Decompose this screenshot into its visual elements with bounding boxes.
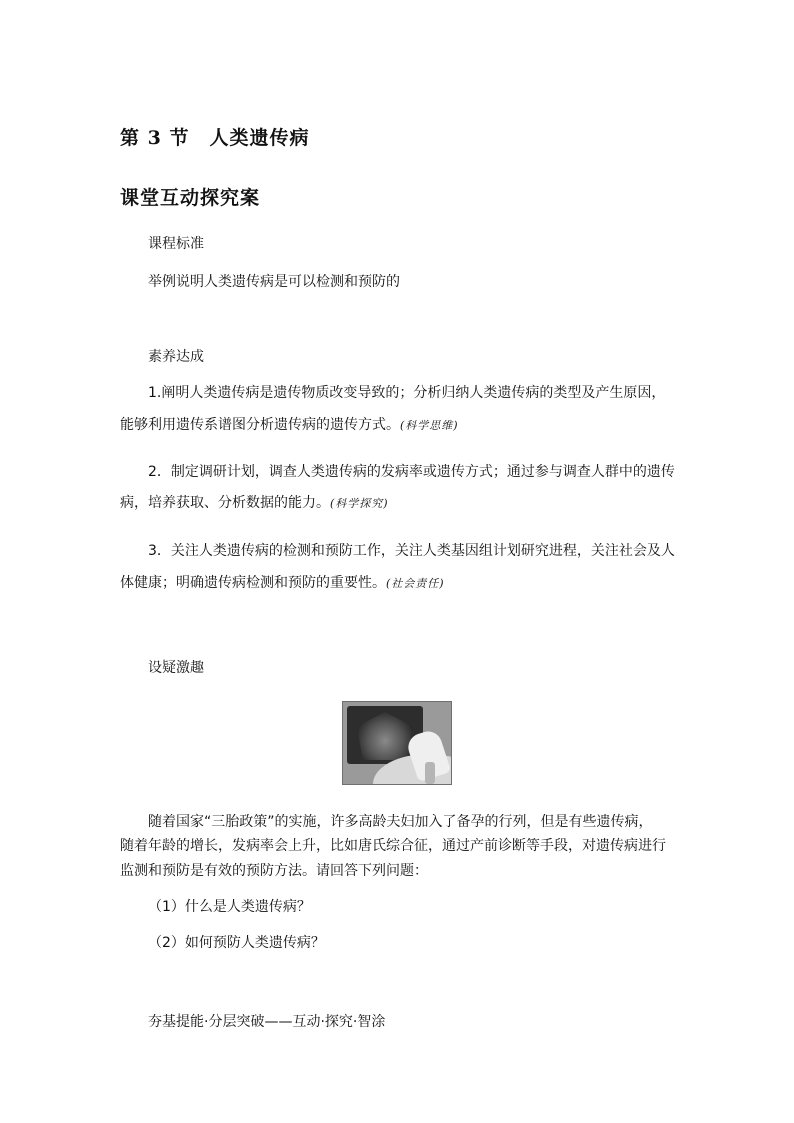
literacy-item-1-text: 能够利用遗传系谱图分析遗传病的遗传方式。 bbox=[120, 417, 400, 433]
question-1: （1）什么是人类遗传病？ bbox=[148, 899, 311, 915]
literacy-item-1-line2 bbox=[120, 415, 459, 436]
literacy-item-3-line2 bbox=[120, 573, 445, 594]
question-2: （2）如何预防人类遗传病？ bbox=[148, 935, 325, 951]
standard-text: 举例说明人类遗传病是可以检测和预防的 bbox=[148, 274, 400, 290]
intro-heading: 设疑激趣 bbox=[148, 660, 204, 676]
literacy-item-1-line1: 1.阐明人类遗传病是遗传物质改变导致的；分析归纳人类遗传病的类型及产生原因， bbox=[148, 385, 666, 401]
paragraph-line-2: 随着年龄的增长，发病率会上升，比如唐氏综合征，通过产前诊断等手段，对遗传病进行 bbox=[120, 838, 666, 854]
standard-heading: 课程标准 bbox=[148, 236, 204, 252]
literacy-item-3-line1: 3．关注人类遗传病的检测和预防工作，关注人类基因组计划研究进程，关注社会及人 bbox=[148, 543, 675, 559]
literacy-item-2-line2 bbox=[120, 493, 389, 514]
footer-heading: 夯基提能·分层突破——互动·探究·智涂 bbox=[148, 1014, 386, 1030]
paragraph-line-1: 随着国家“三胎政策”的实施，许多高龄夫妇加入了备孕的行列，但是有些遗传病， bbox=[148, 814, 653, 830]
ultrasound-probe-image bbox=[425, 762, 435, 784]
section-title: 第 3 节 人类遗传病 bbox=[120, 127, 310, 149]
paragraph-line-3: 监测和预防是有效的预防方法。请回答下列问题： bbox=[120, 863, 428, 879]
section-subtitle: 课堂互动探究案 bbox=[120, 187, 261, 209]
literacy-item-2-text: 病，培养获取、分析数据的能力。 bbox=[120, 495, 330, 511]
literacy-item-1-tag: (科学思维) bbox=[400, 419, 459, 432]
literacy-item-2-line1: 2．制定调研计划，调查人类遗传病的发病率或遗传方式；通过参与调查人群中的遗传 bbox=[148, 464, 675, 480]
ultrasound-photo bbox=[342, 701, 452, 785]
ultrasound-scan-image bbox=[357, 712, 413, 760]
literacy-item-2-tag: (科学探究) bbox=[330, 497, 389, 510]
literacy-item-3-text: 体健康；明确遗传病检测和预防的重要性。 bbox=[120, 575, 386, 591]
literacy-heading: 素养达成 bbox=[148, 349, 204, 365]
literacy-item-3-tag: (社会责任) bbox=[386, 577, 445, 590]
